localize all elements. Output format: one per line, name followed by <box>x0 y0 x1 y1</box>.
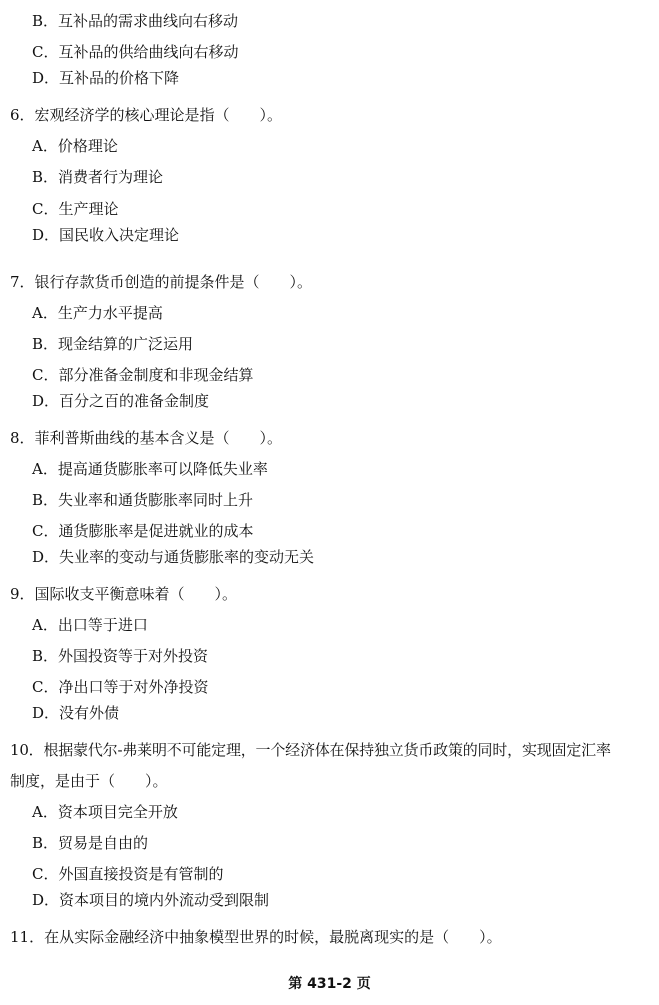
q9-option-b: B．外国投资等于对外投资 <box>32 647 209 665</box>
q8-option-b: B．失业率和通货膨胀率同时上升 <box>32 491 254 509</box>
question-10-line-1: 10．根据蒙代尔-弗莱明不可能定理，一个经济体在保持独立货币政策的同时，实现固定汇率 <box>10 741 611 759</box>
question-7: 7．银行存款货币创造的前提条件是（ ）。 <box>10 273 313 291</box>
q6-option-b: B．消费者行为理论 <box>32 168 164 186</box>
q7-option-d: D．百分之百的准备金制度 <box>32 392 210 410</box>
q8-option-a: A．提高通货膨胀率可以降低失业率 <box>32 460 268 478</box>
q9-option-d: D．没有外债 <box>32 704 120 722</box>
q10-option-b: B．贸易是自由的 <box>32 834 149 852</box>
q5-option-c: C．互补品的供给曲线向右移动 <box>32 43 239 61</box>
q9-option-c: C．净出口等于对外净投资 <box>32 678 209 696</box>
q7-option-b: B．现金结算的广泛运用 <box>32 335 194 353</box>
q10-option-d: D．资本项目的境内外流动受到限制 <box>32 891 270 909</box>
q8-option-d: D．失业率的变动与通货膨胀率的变动无关 <box>32 548 315 566</box>
q6-option-d: D．国民收入决定理论 <box>32 226 180 244</box>
q7-option-a: A．生产力水平提高 <box>32 304 163 322</box>
q6-option-a: A．价格理论 <box>32 137 118 155</box>
q9-option-a: A．出口等于进口 <box>32 616 148 634</box>
question-11: 11．在从实际金融经济中抽象模型世界的时候，最脱离现实的是（ ）。 <box>10 928 502 946</box>
q5-option-d: D．互补品的价格下降 <box>32 69 180 87</box>
question-8: 8．菲利普斯曲线的基本含义是（ ）。 <box>10 429 283 447</box>
question-10-line-2: 制度，是由于（ ）。 <box>10 772 168 790</box>
q7-option-c: C．部分准备金制度和非现金结算 <box>32 366 254 384</box>
question-6: 6．宏观经济学的核心理论是指（ ）。 <box>10 106 283 124</box>
q10-option-a: A．资本项目完全开放 <box>32 803 178 821</box>
question-9: 9．国际收支平衡意味着（ ）。 <box>10 585 238 603</box>
q8-option-c: C．通货膨胀率是促进就业的成本 <box>32 522 254 540</box>
page-number: 第 431-2 页 <box>288 976 371 992</box>
q10-option-c: C．外国直接投资是有管制的 <box>32 865 224 883</box>
q5-option-b: B．互补品的需求曲线向右移动 <box>32 12 239 30</box>
q6-option-c: C．生产理论 <box>32 200 119 218</box>
